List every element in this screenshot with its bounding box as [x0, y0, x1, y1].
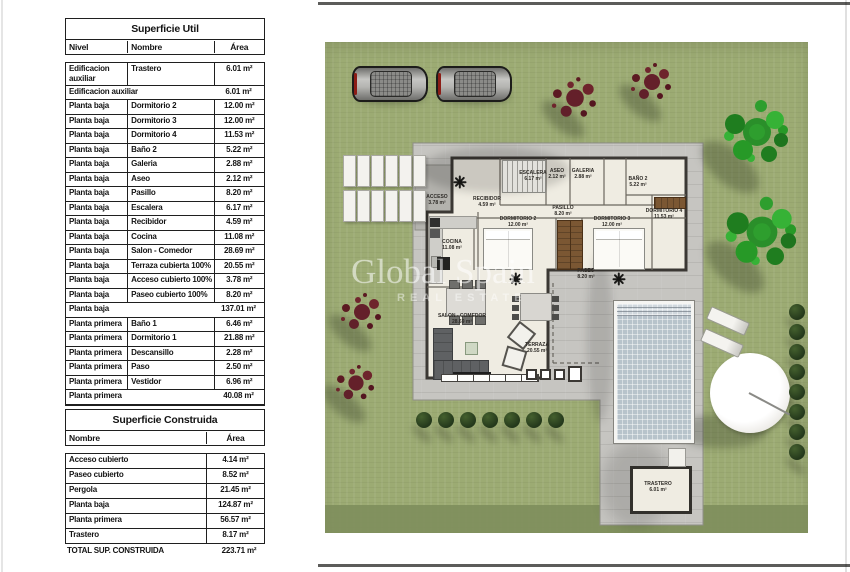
cell-area: 6.46 m²: [214, 318, 264, 332]
cell-nombre: Dormitorio 2: [127, 100, 213, 114]
subtotal-value: 137.01 m²: [221, 304, 256, 314]
cell-area: 21.88 m²: [214, 332, 264, 346]
table-row: [66, 63, 264, 86]
table-column-headers: [66, 431, 264, 445]
column-header-nombre: Nombre: [69, 432, 100, 443]
bush: [789, 304, 805, 320]
cell-nombre: Escalera: [127, 202, 213, 216]
room-label: [519, 170, 547, 182]
plant-icon: [612, 272, 626, 286]
table-row: [66, 318, 264, 333]
chair: [462, 280, 473, 289]
room-label: [572, 168, 595, 180]
cell-nombre: Salon - Comedor: [127, 245, 213, 259]
cell-nombre: Trastero: [69, 530, 99, 539]
outdoor-chair: [552, 296, 559, 302]
plant-center: [617, 277, 621, 281]
cell-nivel: Planta primera: [69, 362, 122, 372]
cell-nivel: Planta baja: [69, 188, 110, 198]
pergola-slat: [357, 155, 370, 187]
bush: [482, 412, 498, 428]
subtotal-label: Planta baja: [69, 304, 110, 314]
bush: [789, 384, 805, 400]
outdoor-chair: [512, 314, 519, 320]
subtotal-value: 6.01 m²: [225, 86, 252, 96]
table-row: [66, 454, 264, 469]
table-row: [66, 144, 264, 159]
outdoor-chair: [512, 296, 519, 302]
table-row: [66, 129, 264, 144]
cell-nombre: Galeria: [127, 158, 213, 172]
cell-area: 8.17 m²: [206, 529, 264, 543]
column-header-area: Área: [206, 432, 264, 444]
bush: [789, 324, 805, 340]
cell-nivel: Edificacion auxiliar: [69, 64, 110, 84]
table-row: [66, 289, 264, 304]
pergola-post: [526, 369, 537, 380]
bush: [438, 412, 454, 428]
room-label-name: PASILLO: [552, 205, 574, 211]
cell-nivel: Planta baja: [69, 275, 110, 285]
cell-nivel: Planta baja: [69, 144, 110, 154]
table-row: [66, 484, 264, 499]
pergola-slat: [399, 155, 412, 187]
bush: [789, 444, 805, 460]
cell-area: 5.22 m²: [214, 144, 264, 158]
room-label-name: TERRAZA: [525, 342, 549, 348]
cell-nombre: Dormitorio 3: [127, 115, 213, 129]
table-row: [66, 100, 264, 115]
table-row: [66, 187, 264, 202]
room-label: [552, 205, 573, 217]
coffee-table: [465, 342, 478, 355]
cell-nivel: Planta primera: [69, 347, 122, 357]
cell-area: 6.17 m²: [214, 202, 264, 216]
subtotal-row: [66, 390, 264, 405]
room-label: [473, 196, 501, 208]
table-row: [66, 514, 264, 529]
room-label: [426, 194, 447, 206]
room-label-name: DORMITORIO 4: [645, 208, 683, 214]
outdoor-chair: [552, 314, 559, 320]
room-label: [500, 216, 537, 228]
cell-nombre: Terraza cubierta 100%: [127, 260, 213, 274]
bed-dormitorio-2: [483, 228, 533, 270]
bush: [460, 412, 476, 428]
cell-nivel: Planta primera: [69, 333, 122, 343]
cell-nivel: Planta baja: [69, 202, 110, 212]
dining-table: [446, 288, 486, 316]
cell-area: 6.01 m²: [214, 63, 264, 85]
table-header-box: [65, 18, 265, 55]
cell-area: 11.08 m²: [214, 231, 264, 245]
site-plan: [325, 42, 808, 533]
room-label-area: 3.78 m²: [428, 200, 446, 206]
total-value: 223.71 m²: [221, 546, 257, 555]
cell-area: 6.96 m²: [214, 376, 264, 390]
watermark-brand: Global Spain: [351, 252, 535, 291]
car-top-view: [352, 66, 428, 102]
right-border-line: [845, 0, 847, 572]
table-total-row: [65, 546, 265, 555]
wardrobe: [557, 220, 583, 270]
cell-area: 2.50 m²: [214, 361, 264, 375]
pergola-post: [554, 369, 565, 380]
column-header-nombre: Nombre: [127, 41, 213, 53]
tree-red: [647, 77, 657, 87]
top-border-line: [318, 2, 850, 5]
room-label-name: TRASTERO: [644, 481, 672, 487]
cell-nombre: Vestidor: [127, 376, 213, 390]
table-row: [66, 347, 264, 362]
pergola-slat: [343, 155, 356, 187]
pergola-slat: [385, 155, 398, 187]
column-header-area: Área: [214, 41, 264, 53]
cell-area: 4.14 m²: [206, 454, 264, 468]
cell-nombre: Cocina: [127, 231, 213, 245]
room-label-name: PASEO: [577, 268, 595, 274]
pergola-slat: [357, 190, 370, 222]
bed-dormitorio-3: [593, 228, 645, 270]
outdoor-dining-table: [520, 293, 552, 321]
bush: [789, 364, 805, 380]
cell-nombre: Paso: [127, 361, 213, 375]
car-roof-windows: [370, 71, 412, 97]
bottom-border-line: [318, 564, 850, 567]
room-label: [644, 481, 672, 493]
cell-nivel: Planta baja: [69, 173, 110, 183]
pergola-slat: [385, 190, 398, 222]
tree-green: [753, 223, 771, 241]
bush: [416, 412, 432, 428]
pergola-slat: [413, 190, 426, 222]
car-tail-lights: [354, 73, 357, 95]
pool-steps: [617, 304, 691, 316]
cell-area: 8.20 m²: [214, 289, 264, 303]
car-tail-lights: [438, 73, 441, 95]
cell-nombre: Planta baja: [69, 500, 110, 509]
subtotal-row: [66, 303, 264, 318]
room-label-area: 20.55 m²: [526, 348, 548, 354]
cell-nombre: Aseo: [127, 173, 213, 187]
table-row: [66, 469, 264, 484]
cell-nombre: Planta primera: [69, 515, 122, 524]
chair: [449, 280, 460, 289]
table-title: Superficie Util: [66, 19, 264, 40]
room-label: [438, 313, 486, 325]
cell-nivel: Planta baja: [69, 101, 110, 111]
area-table-superficie-util: [65, 18, 265, 417]
room-label-area: 12.00 m²: [601, 222, 623, 228]
table-row: [66, 274, 264, 289]
room-label-name: COCINA: [442, 239, 462, 245]
table-body: [65, 453, 265, 544]
cell-nivel: Planta baja: [69, 115, 110, 125]
room-label-name: GALERIA: [571, 168, 595, 174]
table-row: [66, 202, 264, 217]
swimming-pool: [614, 301, 694, 443]
room-label-name: DORMITORIO 3: [593, 216, 631, 222]
sliding-window: [441, 374, 539, 382]
room-label-name: ASEO: [549, 168, 565, 174]
room-label-area: 12.00 m²: [507, 222, 529, 228]
cell-nivel: Planta primera: [69, 376, 122, 386]
kitchen-stove: [437, 257, 450, 270]
room-label-area: 6.17 m²: [524, 176, 542, 182]
subtotal-label: Planta primera: [69, 391, 122, 401]
left-border-line: [1, 0, 3, 572]
tree-red: [570, 93, 581, 104]
cell-nivel: Planta baja: [69, 260, 110, 270]
room-label-area: 28.69 m²: [451, 319, 472, 325]
cell-nombre: Acceso cubierto: [69, 455, 129, 464]
cell-area: 4.59 m²: [214, 216, 264, 230]
cell-nombre: Baño 2: [127, 144, 213, 158]
subtotal-label: Edificacion auxiliar: [69, 86, 138, 96]
room-label: [577, 268, 594, 280]
cell-nombre: Paseo cubierto 100%: [127, 289, 213, 303]
table-header-box: [65, 409, 265, 446]
table-row: [66, 361, 264, 376]
cell-nivel: Planta baja: [69, 289, 110, 299]
table-title: Superficie Construida: [66, 410, 264, 431]
cell-nombre: Dormitorio 4: [127, 129, 213, 143]
table-row: [66, 376, 264, 391]
plant-icon: [453, 175, 467, 189]
cell-area: 28.69 m²: [214, 245, 264, 259]
room-label-name: DORMITORIO 2: [499, 216, 537, 222]
room-label-area: 2.12 m²: [548, 174, 566, 180]
room-label: [525, 342, 549, 354]
chair: [475, 280, 486, 289]
room-label: [442, 239, 462, 251]
cell-area: 21.45 m²: [206, 484, 264, 498]
room-label: [594, 216, 631, 228]
tree-red: [351, 378, 361, 388]
pergola-slat: [413, 155, 426, 187]
room-label-name: SALON - COMEDOR: [437, 313, 487, 319]
table-row: [66, 173, 264, 188]
cell-area: 8.20 m²: [214, 187, 264, 201]
total-label: TOTAL SUP. CONSTRUIDA: [67, 546, 164, 555]
bush: [504, 412, 520, 428]
cell-area: 124.87 m²: [206, 499, 264, 513]
table-body: [65, 62, 265, 406]
cell-area: 2.12 m²: [214, 173, 264, 187]
outdoor-chair: [512, 305, 519, 311]
room-label-area: 6.01 m²: [649, 487, 667, 493]
car-roof-windows: [454, 71, 496, 97]
table-row: [66, 216, 264, 231]
pergola-post: [540, 369, 551, 380]
cell-nivel: Planta baja: [69, 246, 110, 256]
outdoor-chair: [552, 305, 559, 311]
cell-nivel: Planta primera: [69, 318, 122, 328]
cell-nombre: Pergola: [69, 485, 97, 494]
car-top-view: [436, 66, 512, 102]
column-header-nivel: Nivel: [69, 41, 89, 52]
room-label: [548, 168, 565, 180]
cell-area: 2.88 m²: [214, 158, 264, 172]
pergola-slat: [399, 190, 412, 222]
storage-patio: [668, 448, 686, 467]
cell-nombre: Baño 1: [127, 318, 213, 332]
area-table-superficie-construida: [65, 409, 265, 555]
table-row: [66, 332, 264, 347]
bush: [789, 344, 805, 360]
cell-nombre: Descansillo: [127, 347, 213, 361]
pergola-slat: [371, 155, 384, 187]
room-label-name: ESCALERA: [519, 170, 547, 176]
plant-center: [514, 277, 518, 281]
cell-nombre: Paseo cubierto: [69, 470, 124, 479]
room-label-name: RECIBIDOR: [472, 196, 502, 202]
table-row: [66, 158, 264, 173]
cell-nivel: Planta baja: [69, 231, 110, 241]
cell-area: 11.53 m²: [214, 129, 264, 143]
table-row: [66, 499, 264, 514]
watermark-tagline: REAL ESTATE: [397, 291, 527, 304]
plant-icon: [509, 272, 523, 286]
cell-nivel: Planta baja: [69, 130, 110, 140]
room-label-area: 5.22 m²: [629, 182, 647, 188]
subtotal-row: [66, 86, 264, 101]
table-row: [66, 245, 264, 260]
pergola-slat: [343, 190, 356, 222]
cell-nivel: Planta baja: [69, 217, 110, 227]
room-label: [646, 208, 683, 220]
cell-area: 8.52 m²: [206, 469, 264, 483]
cell-nombre: Dormitorio 1: [127, 332, 213, 346]
room-label-name: ACCESO: [426, 194, 448, 200]
room-label-area: 11.08 m²: [442, 245, 462, 251]
cell-nombre: Pasillo: [127, 187, 213, 201]
cell-nivel: Planta baja: [69, 159, 110, 169]
cell-area: 3.78 m²: [214, 274, 264, 288]
bush: [548, 412, 564, 428]
kitchen-appliance: [430, 218, 440, 227]
table-row: [66, 231, 264, 246]
pergola-post: [568, 366, 582, 382]
cell-nombre: Acceso cubierto 100%: [127, 274, 213, 288]
bush: [526, 412, 542, 428]
pergola-slat: [371, 190, 384, 222]
table-row: [66, 529, 264, 543]
tree-red: [357, 307, 367, 317]
bush: [789, 424, 805, 440]
cell-area: 12.00 m²: [214, 115, 264, 129]
room-label-area: 4.59 m²: [478, 202, 496, 208]
table-column-headers: [66, 40, 264, 54]
table-row: [66, 260, 264, 275]
cell-area: 20.55 m²: [214, 260, 264, 274]
room-label-name: BAÑO 2: [628, 176, 648, 182]
room-label-area: 2.88 m²: [574, 174, 592, 180]
cell-nombre: Trastero: [127, 63, 213, 85]
table-row: [66, 115, 264, 130]
room-label: [629, 176, 648, 188]
cell-area: 12.00 m²: [214, 100, 264, 114]
subtotal-value: 40.08 m²: [223, 391, 254, 401]
cell-area: 56.57 m²: [206, 514, 264, 528]
cell-area: 2.28 m²: [214, 347, 264, 361]
kitchen-appliance: [430, 229, 440, 238]
tree-green: [749, 124, 765, 140]
plant-center: [458, 180, 462, 184]
bush: [789, 404, 805, 420]
room-label-area: 8.20 m²: [577, 274, 595, 280]
cell-nombre: Recibidor: [127, 216, 213, 230]
room-label-area: 8.20 m²: [554, 211, 572, 217]
room-label-area: 11.53 m²: [654, 214, 674, 220]
